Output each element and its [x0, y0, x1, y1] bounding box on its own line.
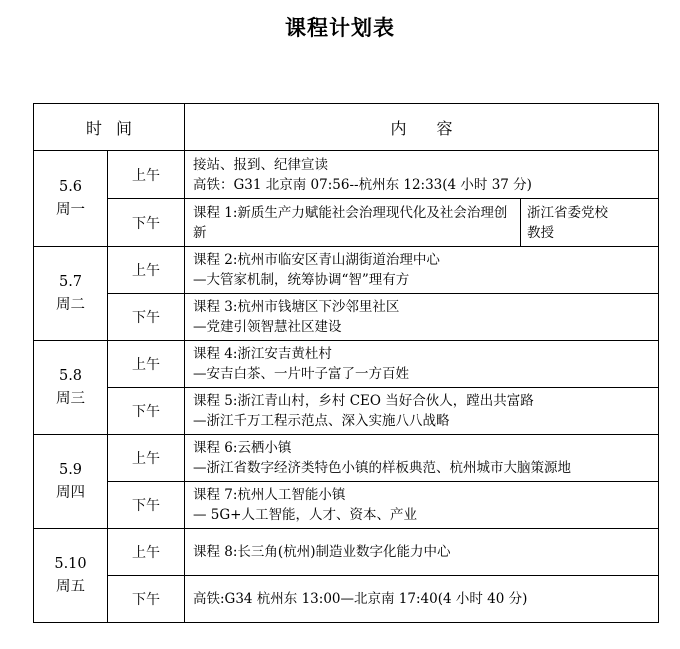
table-row [34, 294, 659, 341]
table-row [34, 388, 659, 435]
slot-cell: 上午 [108, 341, 185, 388]
table-row [34, 247, 659, 294]
table-row [34, 199, 659, 247]
teacher-org: 浙江省委党校 [527, 204, 608, 221]
day-cell [34, 151, 108, 247]
page-title: 课程计划表 [285, 16, 395, 40]
content-line: 课程 7:杭州人工智能小镇 [193, 487, 346, 503]
slot-cell: 下午 [108, 388, 185, 435]
content-line: 课程 6:云栖小镇 [193, 440, 292, 456]
content-line: 课程 4:浙江安吉黄杜村 [193, 346, 332, 362]
content-line: 接站、报到、纪律宣读 [193, 156, 328, 173]
content-cell [185, 529, 659, 576]
table-row [34, 576, 659, 623]
content-line: 课程 2:杭州市临安区青山湖街道治理中心 [193, 252, 440, 268]
content-line: —党建引领智慧社区建设 [193, 319, 342, 335]
table-row [34, 341, 659, 388]
day-weekday: 周三 [56, 390, 85, 407]
content-cell [185, 199, 521, 247]
teacher-title: 教授 [527, 224, 554, 241]
slot-cell: 上午 [108, 247, 185, 294]
day-date: 5.7 [58, 273, 83, 290]
slot-cell: 上午 [108, 529, 185, 576]
content-cell [185, 294, 659, 341]
day-cell [34, 341, 108, 435]
header-content: 内 容 [185, 104, 659, 151]
slot-cell: 上午 [108, 435, 185, 482]
content-line: 课程 8:长三角(杭州)制造业数字化能力中心 [193, 544, 451, 560]
content-line: 课程 3:杭州市钱塘区下沙邻里社区 [193, 299, 400, 315]
content-line: 课程 5:浙江青山村，乡村 CEO 当好合伙人，蹚出共富路 [193, 393, 534, 409]
table-header-row [34, 104, 659, 151]
content-line: 课程 1:新质生产力赋能社会治理现代化及社会治理创新 [193, 204, 508, 241]
content-cell [185, 247, 659, 294]
schedule-table [33, 103, 659, 623]
day-weekday: 周二 [56, 296, 85, 313]
day-date: 5.6 [58, 178, 83, 195]
day-cell [34, 435, 108, 529]
content-cell [185, 388, 659, 435]
day-weekday: 周四 [56, 484, 85, 501]
slot-cell: 上午 [108, 151, 185, 199]
slot-cell: 下午 [108, 576, 185, 623]
slot-cell: 下午 [108, 199, 185, 247]
content-line: 高铁:G34 杭州东 13:00—北京南 17:40(4 小时 40 分) [193, 591, 528, 607]
content-cell [185, 151, 659, 199]
content-line: —大管家机制，统筹协调“智”理有方 [193, 272, 410, 288]
table-row [34, 529, 659, 576]
content-line: 高铁：G31 北京南 07:56--杭州东 12:33(4 小时 37 分) [193, 176, 532, 193]
header-time: 时 间 [34, 104, 185, 151]
day-date: 5.8 [58, 367, 83, 384]
content-line: —浙江省数字经济类特色小镇的样板典范、杭州城市大脑策源地 [193, 460, 571, 476]
content-line: —安吉白茶、一片叶子富了一方百姓 [193, 366, 409, 382]
content-cell [185, 482, 659, 529]
teacher-cell [521, 199, 659, 247]
table-row [34, 435, 659, 482]
day-date: 5.10 [54, 555, 87, 572]
day-date: 5.9 [58, 461, 83, 478]
slot-cell: 下午 [108, 482, 185, 529]
day-weekday: 周一 [56, 201, 85, 218]
slot-cell: 下午 [108, 294, 185, 341]
day-cell [34, 247, 108, 341]
content-line: —浙江千万工程示范点、深入实施八八战略 [193, 413, 450, 429]
table-row [34, 482, 659, 529]
day-weekday: 周五 [56, 578, 85, 595]
content-cell [185, 341, 659, 388]
day-cell [34, 529, 108, 623]
content-cell [185, 576, 659, 623]
content-cell [185, 435, 659, 482]
content-line: — 5G+人工智能，人才、资本、产业 [193, 507, 417, 523]
table-row [34, 151, 659, 199]
